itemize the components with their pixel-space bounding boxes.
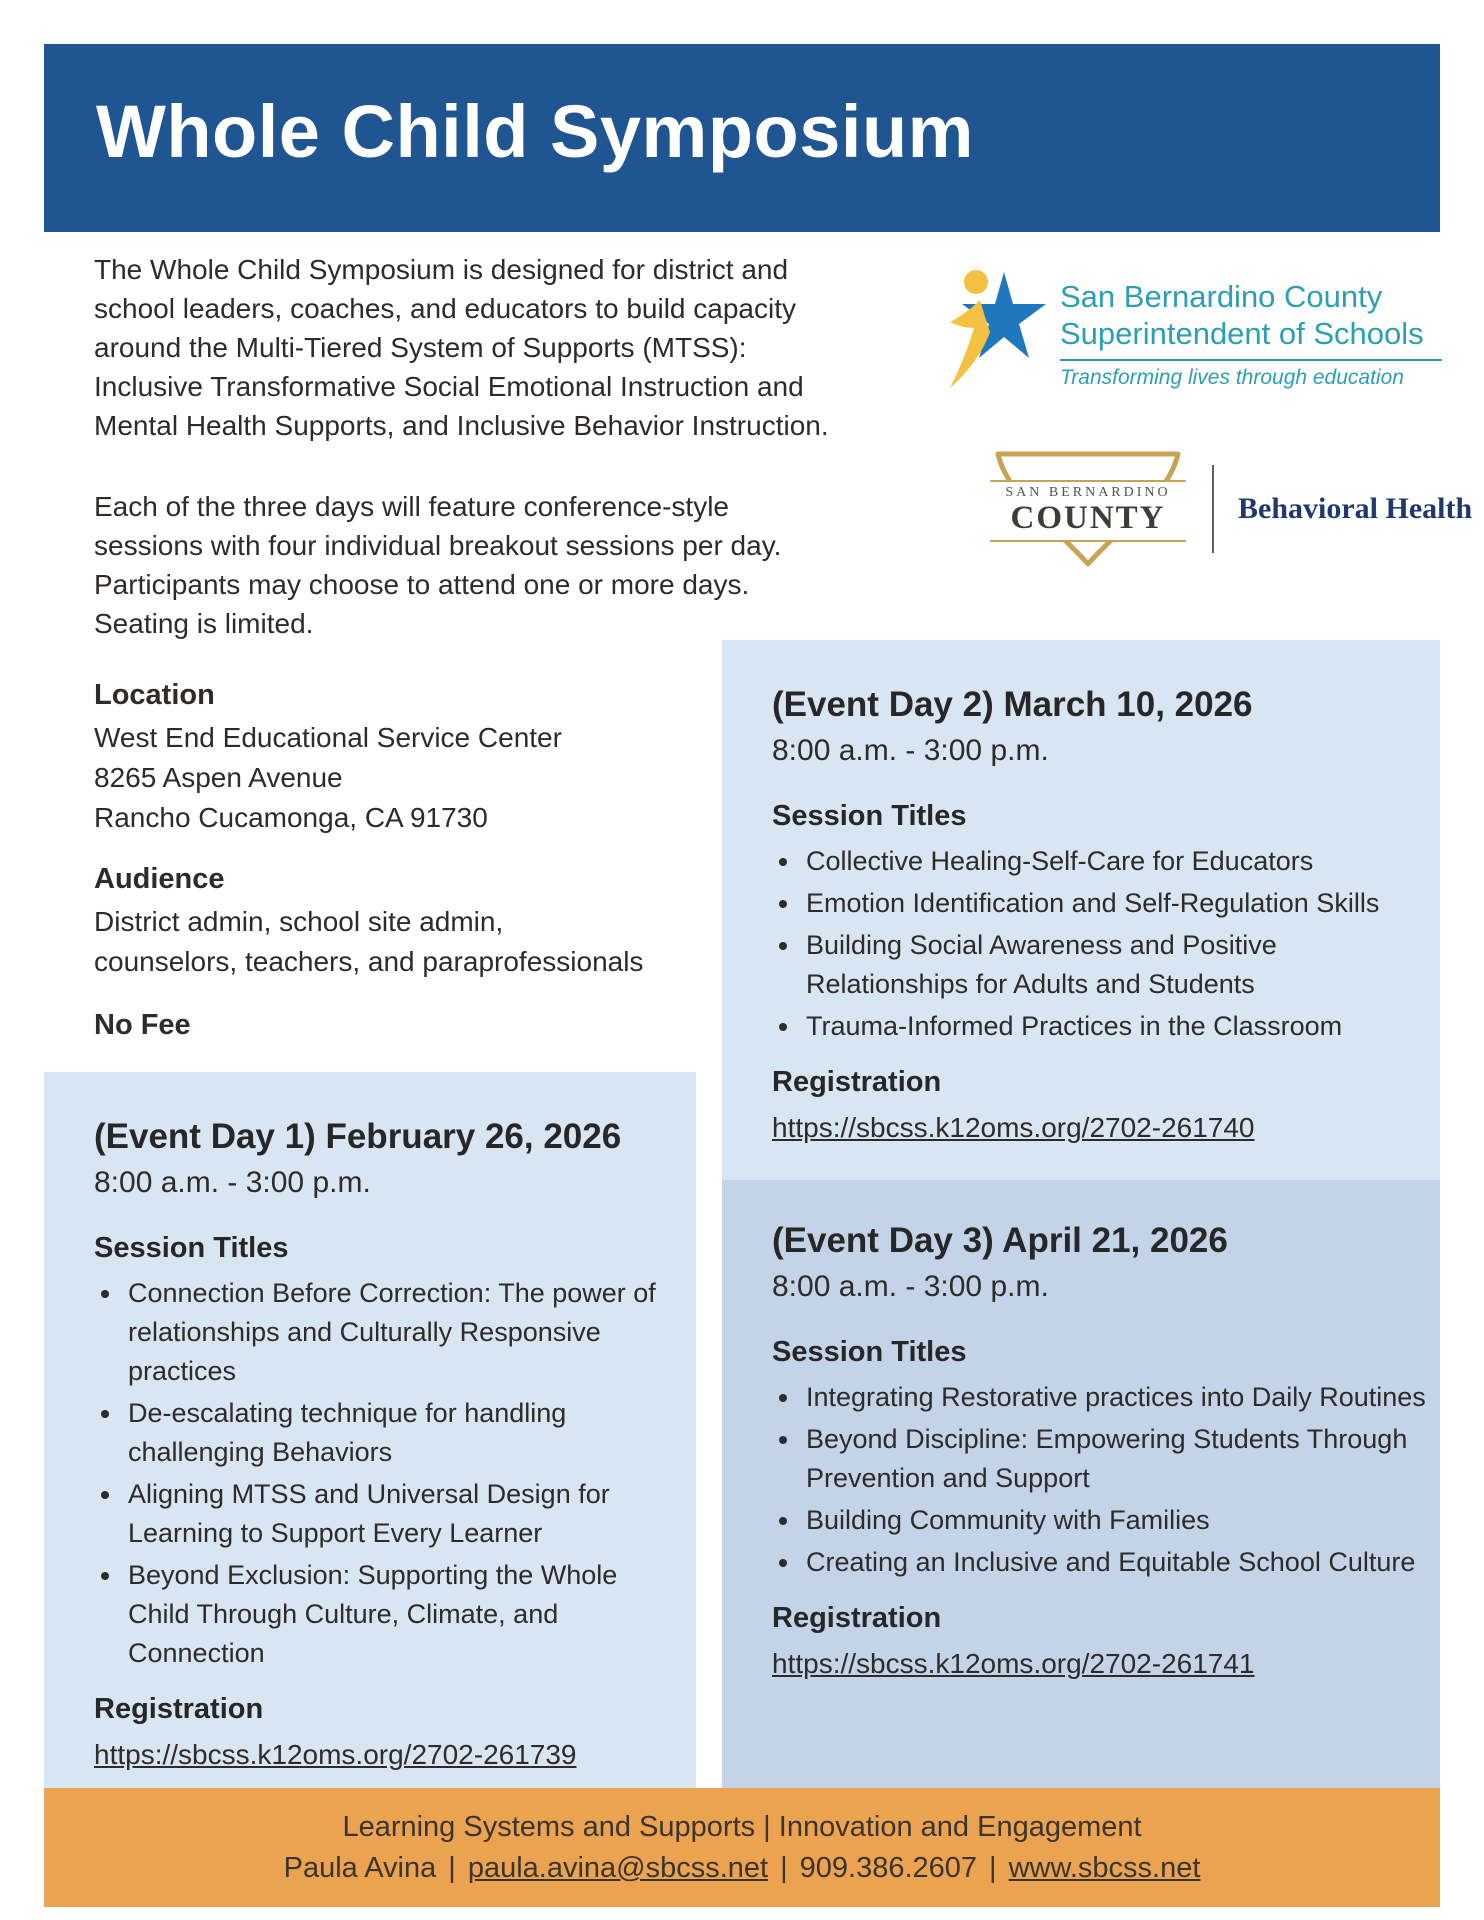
intro-paragraph-2: Each of the three days will feature conference-style sessions with four individual breakout sessions per day. Participants may choose to attend one or more days. Seating is limited. [94,491,782,639]
footer-band [44,1788,1440,1907]
event-day-2-session-list [772,842,1428,1046]
event-day-2-session-titles-heading: Session Titles [772,800,967,832]
sbcss-name-line2: Superintendent of Schools [1060,316,1424,351]
county-behavioral-health-logo [982,446,1472,572]
session-item: • Collective Healing-Self-Care for Educators [802,842,1428,881]
behavioral-health-label: Behavioral Health [1238,492,1473,525]
no-fee-label: No Fee [94,1009,191,1041]
session-item: • Beyond Discipline: Empowering Students Through Prevention and Support [802,1420,1428,1498]
event-day-2-registration-link[interactable]: https://sbcss.k12oms.org/2702-261740 [772,1112,1255,1143]
sbcss-name-line1: San Bernardino County [1060,279,1383,314]
session-item: • Aligning MTSS and Universal Design for Learning to Support Every Learner [124,1475,684,1553]
location-line: Rancho Cucamonga, CA 91730 [94,802,488,833]
event-day-1-heading: (Event Day 1) February 26, 2026 [94,1117,622,1156]
sbcss-divider-rule [1060,359,1442,361]
audience-line: counselors, teachers, and paraprofessionals [94,946,644,977]
footer-contact-line [284,1850,1201,1886]
intro-paragraph-1: The Whole Child Symposium is designed for district and school leaders, coaches, and educators to build capacity around the Multi-Tiered System of Supports (MTSS): Inclusive Transformative Social Emotional Instruction and Mental Health Supports, and Inclusive Behavior Instruction. [94,254,829,441]
audience-line: District admin, school site admin, [94,906,504,937]
contact-email-link[interactable]: paula.avina@sbcss.net [467,1852,769,1884]
sbcss-tagline: Transforming lives through education [1060,366,1404,389]
event-day-1-registration-link[interactable]: https://sbcss.k12oms.org/2702-261739 [94,1739,577,1770]
event-day-2-time: 8:00 a.m. - 3:00 p.m. [772,734,1049,767]
session-item: • Connection Before Correction: The power of relationships and Culturally Responsive practices [124,1274,684,1391]
event-day-1-registration-heading: Registration [94,1693,264,1725]
event-day-2-registration-heading: Registration [772,1066,942,1098]
audience-heading: Audience [94,863,225,895]
session-item: • Trauma-Informed Practices in the Classroom [802,1007,1428,1046]
contact-phone: 909.386.2607 [799,1852,978,1884]
location-line: 8265 Aspen Avenue [94,762,343,793]
event-day-1-session-list [94,1274,684,1673]
session-item: • Emotion Identification and Self-Regulation Skills [802,884,1428,923]
sbcss-star-icon [946,266,1046,390]
event-day-3-box [722,1180,1440,1788]
event-day-2-box [722,640,1440,1180]
county-name-large: COUNTY [1010,500,1166,536]
footer-program-line: Learning Systems and Supports | Innovation and Engagement [342,1811,1142,1843]
county-name-band [990,480,1186,542]
event-day-3-session-titles-heading: Session Titles [772,1336,967,1368]
event-day-1-session-titles-heading: Session Titles [94,1232,289,1264]
event-day-3-time: 8:00 a.m. - 3:00 p.m. [772,1270,1049,1303]
footer-separator: | [989,1852,997,1884]
location-heading: Location [94,679,215,711]
session-item: • Building Community with Families [802,1501,1428,1540]
page-title: Whole Child Symposium [96,89,974,173]
location-address [94,718,562,838]
session-item: • Creating an Inclusive and Equitable School Culture [802,1543,1428,1582]
session-item: • De-escalating technique for handling challenging Behaviors [124,1394,684,1472]
sbcss-logo [946,266,1442,390]
footer-separator: | [780,1852,788,1884]
event-day-3-heading: (Event Day 3) April 21, 2026 [772,1221,1228,1260]
event-day-1-time: 8:00 a.m. - 3:00 p.m. [94,1166,371,1199]
website-link[interactable]: www.sbcss.net [1008,1852,1201,1884]
event-day-2-heading: (Event Day 2) March 10, 2026 [772,685,1253,724]
audience-description [94,902,643,982]
county-arrowhead [982,446,1194,572]
footer-separator: | [448,1852,456,1884]
session-item: • Beyond Exclusion: Supporting the Whole Child Through Culture, Climate, and Connection [124,1556,684,1673]
session-item: • Building Social Awareness and Positive Relationships for Adults and Students [802,926,1428,1004]
county-name-small: SAN BERNARDINO [1005,485,1171,500]
header-banner [44,44,1440,232]
sbcss-logo-text [1060,266,1442,390]
county-logo-divider [1212,465,1214,553]
event-day-3-registration-link[interactable]: https://sbcss.k12oms.org/2702-261741 [772,1648,1255,1679]
event-day-3-registration-heading: Registration [772,1602,942,1634]
contact-name: Paula Avina [283,1852,437,1884]
session-item: • Integrating Restorative practices into Daily Routines [802,1378,1428,1417]
event-day-1-box [44,1072,696,1788]
location-line: West End Educational Service Center [94,722,562,753]
event-day-3-session-list [772,1378,1428,1582]
